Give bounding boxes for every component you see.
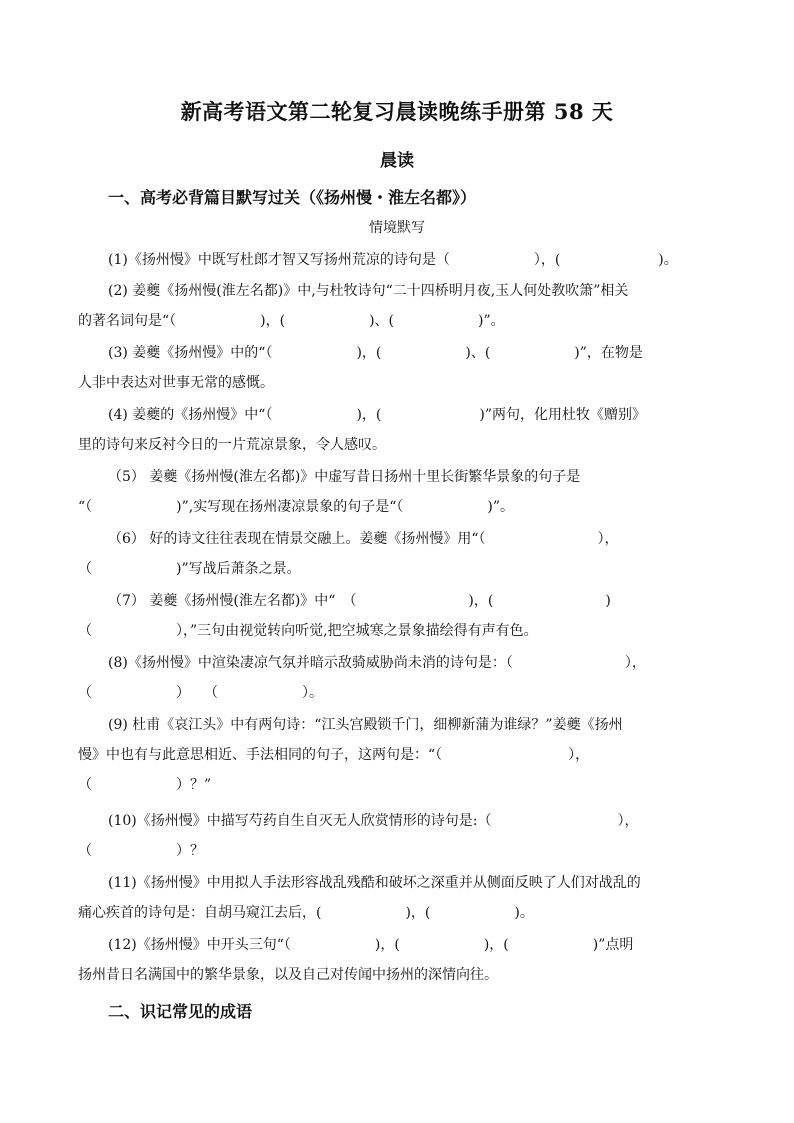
question-4: [78, 400, 738, 460]
question-line: (11)《扬州慢》中用拟人手法形容战乱残酷和破坏之深重并从侧面反映了人们对战乱的: [108, 875, 641, 891]
question-5: [78, 462, 738, 522]
question-line: （ ）？: [78, 843, 204, 859]
question-line: (8)《扬州慢》中渲染凄凉气氛并暗示敌骑威胁尚未消的诗句是：（ ），: [108, 655, 646, 671]
question-11: [78, 868, 738, 928]
section-subheading: 情境默写: [369, 220, 425, 236]
question-1: [78, 245, 738, 275]
question-line: 扬州昔日名满国中的繁华景象，以及自己对传闻中扬州的深情向往。: [78, 967, 498, 983]
section-heading-1: 一、高考必背篇目默写过关（《扬州慢・淮左名都》）: [108, 188, 477, 207]
question-line: (10)《扬州慢》中描写芍药自生自灭无人欣赏情形的诗句是:（ ），: [108, 813, 639, 829]
question-line: （ )”写战后萧条之景。: [78, 561, 301, 577]
question-10: [78, 806, 738, 866]
question-line: 痛心疾首的诗句是：自胡马窥江去后，( )，( )。: [78, 905, 534, 921]
page-title: 新高考语文第二轮复习晨读晚练手册第 58 天: [180, 99, 614, 124]
question-line: 人非中表达对世事无常的感慨。: [78, 375, 274, 391]
question-line: “（ )”,实写现在扬州凄凉景象的句子是“（ )”。: [78, 499, 515, 515]
question-line: (1)《扬州慢》中既写杜郎才智又写扬州荒凉的诗句是（ ），( )。: [108, 252, 678, 268]
question-line: （ ），”三句由视觉转向听觉,把空城寒之景象描绘得有声有色。: [78, 623, 538, 639]
question-9: [78, 710, 738, 800]
question-line: (3) 姜夔《扬州慢》中的“（ )，( )、( )”，在物是: [108, 345, 643, 361]
question-2: [78, 276, 738, 336]
question-6: [78, 524, 738, 584]
question-line: 的著名词句是“（ )，( )、( )”。: [78, 313, 505, 329]
question-12: [78, 930, 738, 990]
question-line: (4) 姜夔的《扬州慢》中“（ )，( )”两句，化用杜牧《赠别》: [108, 407, 646, 423]
section-heading-2: 二、识记常见的成语: [108, 1002, 253, 1021]
question-line: 慢》中也有与此意思相近、手法相同的句子，这两句是：“（ ），: [78, 747, 590, 763]
question-3: [78, 338, 738, 398]
question-8: [78, 648, 738, 708]
question-line: （ ）？”: [78, 777, 212, 793]
question-line: (12)《扬州慢》中开头三句“（ )，( )，( )”点明: [108, 937, 634, 953]
question-line: (9) 杜甫《哀江头》中有两句诗：“江头宫殿锁千门，细柳新蒲为谁绿？”姜夔《扬州: [108, 717, 623, 733]
question-line: （7） 姜夔《扬州慢(淮左名都)》中“ （ )，( ): [108, 593, 611, 609]
page-subtitle: 晨读: [380, 151, 414, 171]
question-line: （5） 姜夔《扬州慢(淮左名都)》中虚写昔日扬州十里长街繁华景象的句子是: [108, 469, 581, 485]
question-line: (2) 姜夔《扬州慢(淮左名都)》中,与杜牧诗句“二十四桥明月夜,玉人何处教吹箫”相关: [108, 283, 629, 299]
question-line: （6） 好的诗文往往表现在情景交融上。姜夔《扬州慢》用“（ ），: [108, 531, 619, 547]
question-line: 里的诗句来反衬今日的一片荒凉景象，令人感叹。: [78, 437, 386, 453]
question-7: [78, 586, 738, 646]
question-line: （ ） （ ）。: [78, 685, 323, 701]
